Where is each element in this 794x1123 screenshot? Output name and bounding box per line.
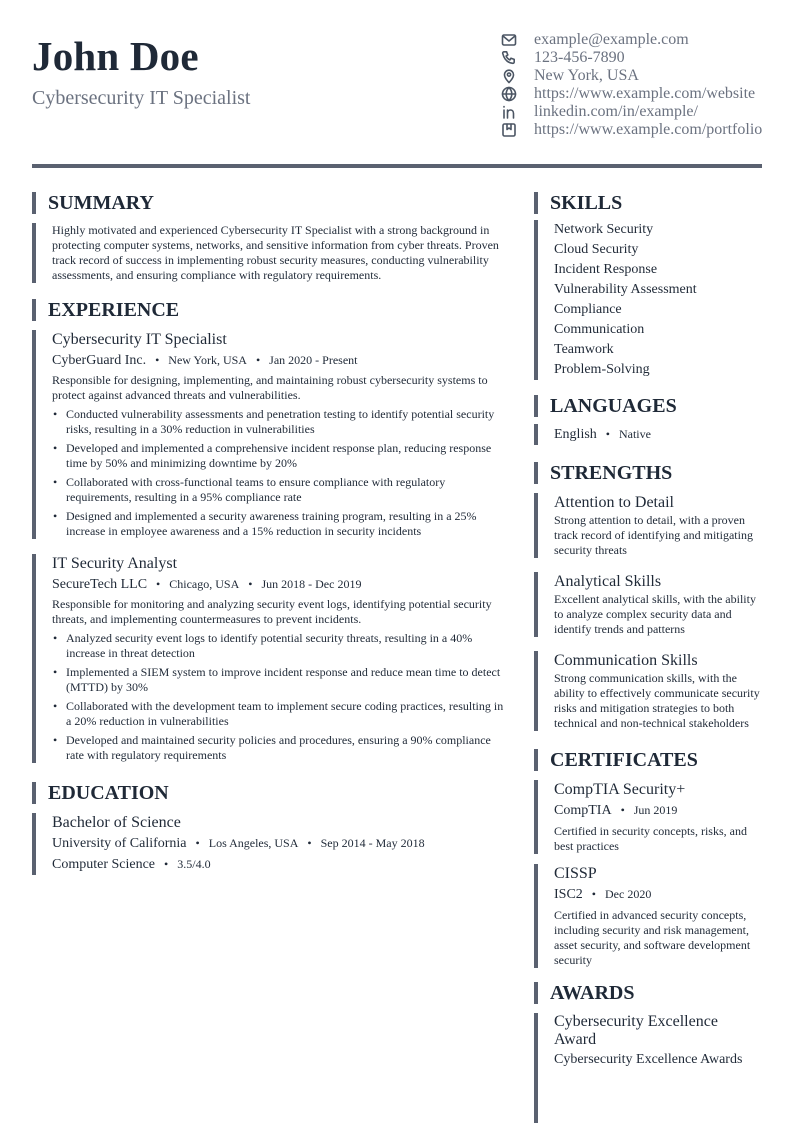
job-bullet: • Designed and implemented a security awareness training program, resulting in a 25% increase in employee awareness and a 15% reduction in security incidents xyxy=(52,509,510,539)
job-company: CyberGuard Inc. xyxy=(52,353,147,368)
strength-item xyxy=(534,572,762,637)
portfolio-icon xyxy=(500,121,518,139)
contact-location xyxy=(500,67,762,85)
education-entry xyxy=(32,813,510,875)
skill-item: Cloud Security xyxy=(554,242,639,257)
strengths-heading: STRENGTHS xyxy=(534,462,672,484)
skill-item: Incident Response xyxy=(554,262,658,277)
resume-header xyxy=(32,30,762,168)
contact-website-text[interactable]: https://www.example.com/website xyxy=(534,85,756,102)
job-bullet: • Developed and implemented a comprehensive incident response plan, reducing response time by 50% and minimizing downtime by 20% xyxy=(52,441,510,471)
skill-item: Communication xyxy=(554,322,645,337)
job-bullet: • Conducted vulnerability assessments and penetration testing to identify potential security risks, resulting in a 30% reduction in vulnerabilities xyxy=(52,407,510,437)
certificate-desc: Certified in security concepts, risks, and best practices xyxy=(554,824,747,853)
contact-email-text[interactable]: example@example.com xyxy=(534,31,689,48)
job-title: Cybersecurity IT Specialist xyxy=(32,87,251,109)
skill-item: Network Security xyxy=(554,222,654,237)
languages-heading: LANGUAGES xyxy=(534,395,677,417)
skill-item: Teamwork xyxy=(554,342,614,357)
job-description: Responsible for designing, implementing, and maintaining robust cybersecurity systems to protect against advanced threats and vulnerabilities. xyxy=(52,373,488,402)
job-entry xyxy=(32,554,510,763)
job-description: Responsible for monitoring and analyzing security event logs, identifying potential security threats, and implementing countermeasures to prevent incidents. xyxy=(52,597,492,626)
contact-website[interactable] xyxy=(500,85,762,103)
education-meta: University of California • Los Angeles, USA • Sep 2014 - May 2018 xyxy=(52,833,510,854)
strength-title: Attention to Detail xyxy=(554,494,674,511)
certificate-meta: ISC2 • Dec 2020 xyxy=(554,884,762,905)
certificate-item xyxy=(534,780,762,854)
skills-list xyxy=(534,220,762,380)
person-name: John Doe xyxy=(32,33,199,79)
contact-linkedin[interactable] xyxy=(500,103,762,121)
job-bullets xyxy=(52,407,510,539)
strength-item xyxy=(534,493,762,558)
summary-bar xyxy=(32,223,36,283)
language-level: Native xyxy=(618,427,651,441)
experience-heading: EXPERIENCE xyxy=(32,299,179,321)
contact-linkedin-text[interactable]: linkedin.com/in/example/ xyxy=(534,103,698,120)
certificates-heading: CERTIFICATES xyxy=(534,749,698,771)
contact-location-text: New York, USA xyxy=(534,67,639,84)
job-dates: Jan 2020 - Present xyxy=(269,353,358,367)
education-dates: Sep 2014 - May 2018 xyxy=(320,836,425,850)
awards-heading: AWARDS xyxy=(534,982,634,1004)
phone-icon xyxy=(500,49,518,67)
skill-item: Vulnerability Assessment xyxy=(554,282,697,297)
mail-icon xyxy=(500,31,518,49)
contact-list xyxy=(500,31,762,139)
certificate-issuer: ISC2 xyxy=(554,887,583,902)
job-role: IT Security Analyst xyxy=(52,555,178,572)
strength-item xyxy=(534,651,762,731)
strength-title: Communication Skills xyxy=(554,652,698,669)
job-dates: Jun 2018 - Dec 2019 xyxy=(261,577,362,591)
job-role: Cybersecurity IT Specialist xyxy=(52,331,227,348)
job-bullet: • Collaborated with the development team to implement secure coding practices, resulting in a 20% reduction in vulnerabilities xyxy=(52,699,510,729)
job-company: SecureTech LLC xyxy=(52,577,148,592)
gpa: 3.5/4.0 xyxy=(177,857,211,871)
strength-title: Analytical Skills xyxy=(554,573,662,590)
degree: Bachelor of Science xyxy=(52,814,181,831)
certificate-meta: CompTIA • Jun 2019 xyxy=(554,800,762,821)
summary-text: Highly motivated and experienced Cybersecurity IT Specialist with a strong background in protecting computer systems, networks, and sensitive information from cyber threats. Proven track record of success in implementing robust security measures, conducting vulnerability assessments, and ensuring compliance with regulatory requirements. xyxy=(52,223,499,282)
contact-phone[interactable] xyxy=(500,49,762,67)
job-meta: SecureTech LLC • Chicago, USA • Jun 2018 - Dec 2019 xyxy=(52,574,510,595)
language-item: English • Native xyxy=(554,424,762,445)
certificate-item xyxy=(534,864,762,968)
award-name: Cybersecurity Excellence Award xyxy=(554,1013,718,1048)
contact-email[interactable] xyxy=(500,31,762,49)
linkedin-icon xyxy=(500,103,518,121)
certificate-name: CompTIA Security+ xyxy=(554,781,686,798)
job-bullet: • Collaborated with cross-functional teams to ensure compliance with regulatory requirements, resulting in a 95% compliance rate xyxy=(52,475,510,505)
skill-item: Compliance xyxy=(554,302,622,317)
education-field-row: Computer Science • 3.5/4.0 xyxy=(52,854,510,875)
job-location: Chicago, USA xyxy=(169,577,240,591)
job-bullet: • Analyzed security event logs to identify potential security threats, resulting in a 40% increase in threat detection xyxy=(52,631,510,661)
skill-item: Problem-Solving xyxy=(554,362,650,377)
job-location: New York, USA xyxy=(168,353,247,367)
award-desc: Cybersecurity Excellence Awards xyxy=(554,1052,743,1067)
strength-desc: Strong communication skills, with the ability to effectively communicate security risks and mitigation strategies to both technical and non-technical stakeholders xyxy=(554,671,760,730)
strength-desc: Strong attention to detail, with a proven track record of identifying and mitigating security threats xyxy=(554,513,753,557)
award-item xyxy=(534,1013,762,1123)
summary-heading: SUMMARY xyxy=(32,192,154,214)
contact-phone-text[interactable]: 123-456-7890 xyxy=(534,49,625,66)
job-bullets xyxy=(52,631,510,763)
contact-portfolio-text[interactable]: https://www.example.com/portfolio xyxy=(534,121,763,138)
job-bullet: • Implemented a SIEM system to improve incident response and reduce mean time to detect (MTTD) by 30% xyxy=(52,665,510,695)
certificate-desc: Certified in advanced security concepts, including security and risk management, asset security, and software development security xyxy=(554,908,751,967)
certificate-date: Dec 2020 xyxy=(605,887,652,901)
education-heading: EDUCATION xyxy=(32,782,169,804)
skills-heading: SKILLS xyxy=(534,192,622,214)
school: University of California xyxy=(52,836,187,851)
field-of-study: Computer Science xyxy=(52,857,156,872)
contact-portfolio[interactable] xyxy=(500,121,762,139)
strength-desc: Excellent analytical skills, with the ability to analyze complex security data and identify trends and patterns xyxy=(554,592,756,636)
languages-list xyxy=(534,424,762,445)
language-name: English xyxy=(554,427,597,442)
job-entry xyxy=(32,330,510,539)
job-meta: CyberGuard Inc. • New York, USA • Jan 2020 - Present xyxy=(52,350,510,371)
certificate-date: Jun 2019 xyxy=(633,803,678,817)
job-bullet: • Developed and maintained security policies and procedures, ensuring a 90% compliance rate with regulatory requirements xyxy=(52,733,510,763)
location-icon xyxy=(500,67,518,85)
school-location: Los Angeles, USA xyxy=(208,836,299,850)
certificate-issuer: CompTIA xyxy=(554,803,612,818)
certificate-name: CISSP xyxy=(554,865,597,882)
globe-icon xyxy=(500,85,518,103)
